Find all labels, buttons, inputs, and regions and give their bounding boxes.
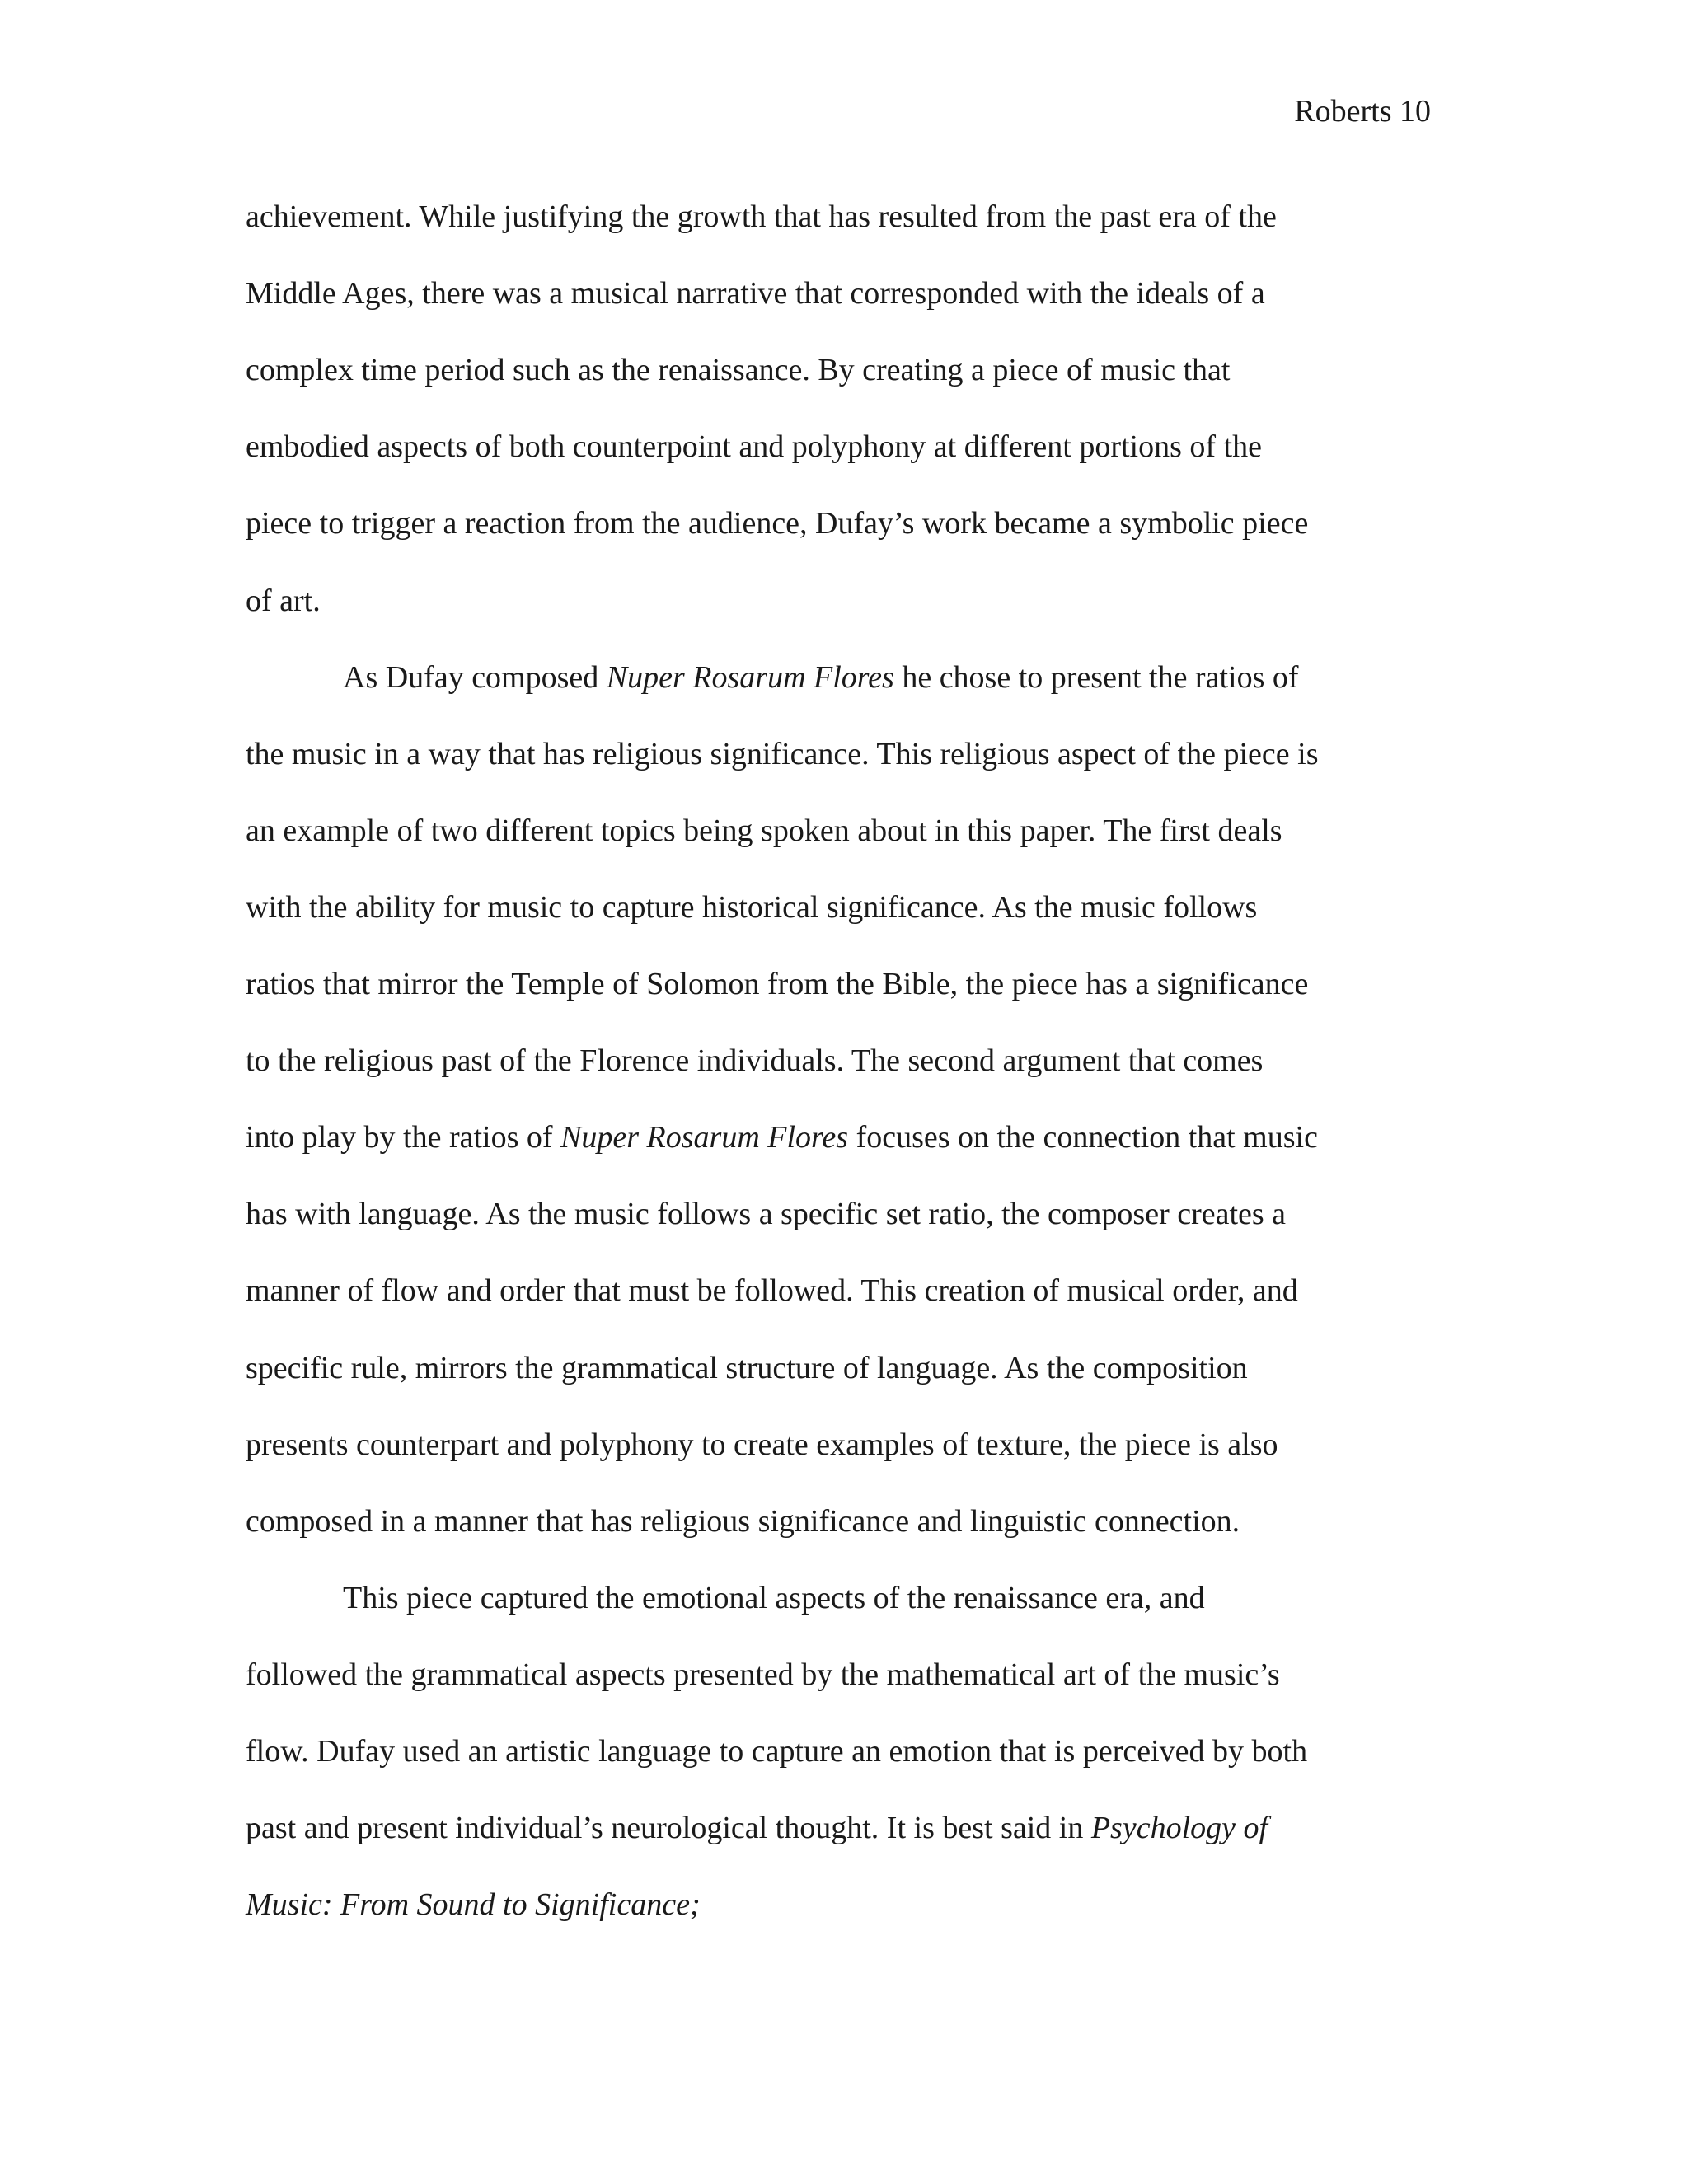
text-line	[246, 1503, 1240, 1539]
text-line	[246, 815, 1282, 846]
text-segment: of art.	[246, 583, 321, 618]
text-segment: piece to trigger a reaction from the audience, Dufay’s work became a symbolic piece	[246, 506, 1309, 541]
text-line	[246, 508, 1308, 539]
text-line	[246, 1043, 1264, 1079]
text-line	[246, 1429, 1278, 1460]
text-line	[246, 1352, 1248, 1384]
text-line	[246, 968, 1308, 1000]
text-segment: specific rule, mirrors the grammatical structure of language. As the composition	[246, 1350, 1248, 1385]
text-line	[246, 276, 1265, 312]
text-line	[246, 1812, 1268, 1844]
text-segment: complex time period such as the renaissance. By creating a piece of music that	[246, 353, 1231, 388]
text-segment: an example of two different topics being spoken about in this paper. The first deals	[246, 813, 1282, 848]
text-segment: into play by the ratios of	[246, 1120, 561, 1155]
text-segment: with the ability for music to capture historical significance. As the music follows	[246, 889, 1258, 925]
text-segment: to the religious past of the Florence individuals. The second argument that comes	[246, 1043, 1264, 1079]
text-segment: flow. Dufay used an artistic language to capture an emotion that is perceived by both	[246, 1734, 1308, 1769]
italic-title-text: Nuper Rosarum Flores	[560, 1120, 849, 1155]
text-segment: embodied aspects of both counterpoint and polyphony at different portions of the	[246, 429, 1262, 465]
text-line	[246, 1122, 1318, 1153]
text-segment: past and present individual’s neurological thought. It is best said in	[246, 1811, 1091, 1846]
text-segment: he chose to present the ratios of	[893, 659, 1299, 695]
text-line	[246, 1736, 1307, 1767]
text-line	[246, 1198, 1286, 1230]
text-segment: manner of flow and order that must be followed. This creation of musical order, and	[246, 1273, 1298, 1309]
text-line	[246, 429, 1262, 465]
italic-title-text: Psychology of	[1090, 1811, 1268, 1846]
text-line	[246, 354, 1230, 386]
text-segment: achievement. While justifying the growth that has resulted from the past era of the	[246, 199, 1277, 234]
text-line	[246, 1887, 701, 1923]
text-line	[246, 1659, 1280, 1690]
text-segment: composed in a manner that has religious significance and linguistic connection.	[246, 1503, 1240, 1539]
running-head: Roberts 10	[1294, 94, 1431, 129]
text-line	[246, 738, 1319, 770]
italic-title-text: Music: From Sound to Significance;	[246, 1887, 701, 1923]
text-segment: Middle Ages, there was a musical narrative that corresponded with the ideals of a	[246, 276, 1265, 312]
text-segment: ratios that mirror the Temple of Solomon from the Bible, the piece has a significance	[246, 967, 1309, 1001]
text-line	[343, 1582, 1205, 1614]
text-segment: This piece captured the emotional aspects of the renaissance era, and	[343, 1580, 1205, 1615]
text-line	[246, 201, 1277, 232]
text-line	[246, 585, 321, 616]
text-segment: As Dufay composed	[343, 659, 607, 695]
text-segment: has with language. As the music follows a specific set ratio, the composer creates a	[246, 1197, 1287, 1232]
text-line	[246, 889, 1258, 925]
text-segment: followed the grammatical aspects presented by the mathematical art of the music’s	[246, 1657, 1280, 1692]
text-segment: the music in a way that has religious significance. This religious aspect of the piece is	[246, 736, 1319, 771]
text-segment: focuses on the connection that music	[848, 1120, 1318, 1155]
text-segment: presents counterpart and polyphony to create examples of texture, the piece is also	[246, 1427, 1278, 1462]
text-line	[343, 659, 1299, 695]
italic-title-text: Nuper Rosarum Flores	[606, 659, 894, 695]
text-line	[246, 1273, 1298, 1309]
